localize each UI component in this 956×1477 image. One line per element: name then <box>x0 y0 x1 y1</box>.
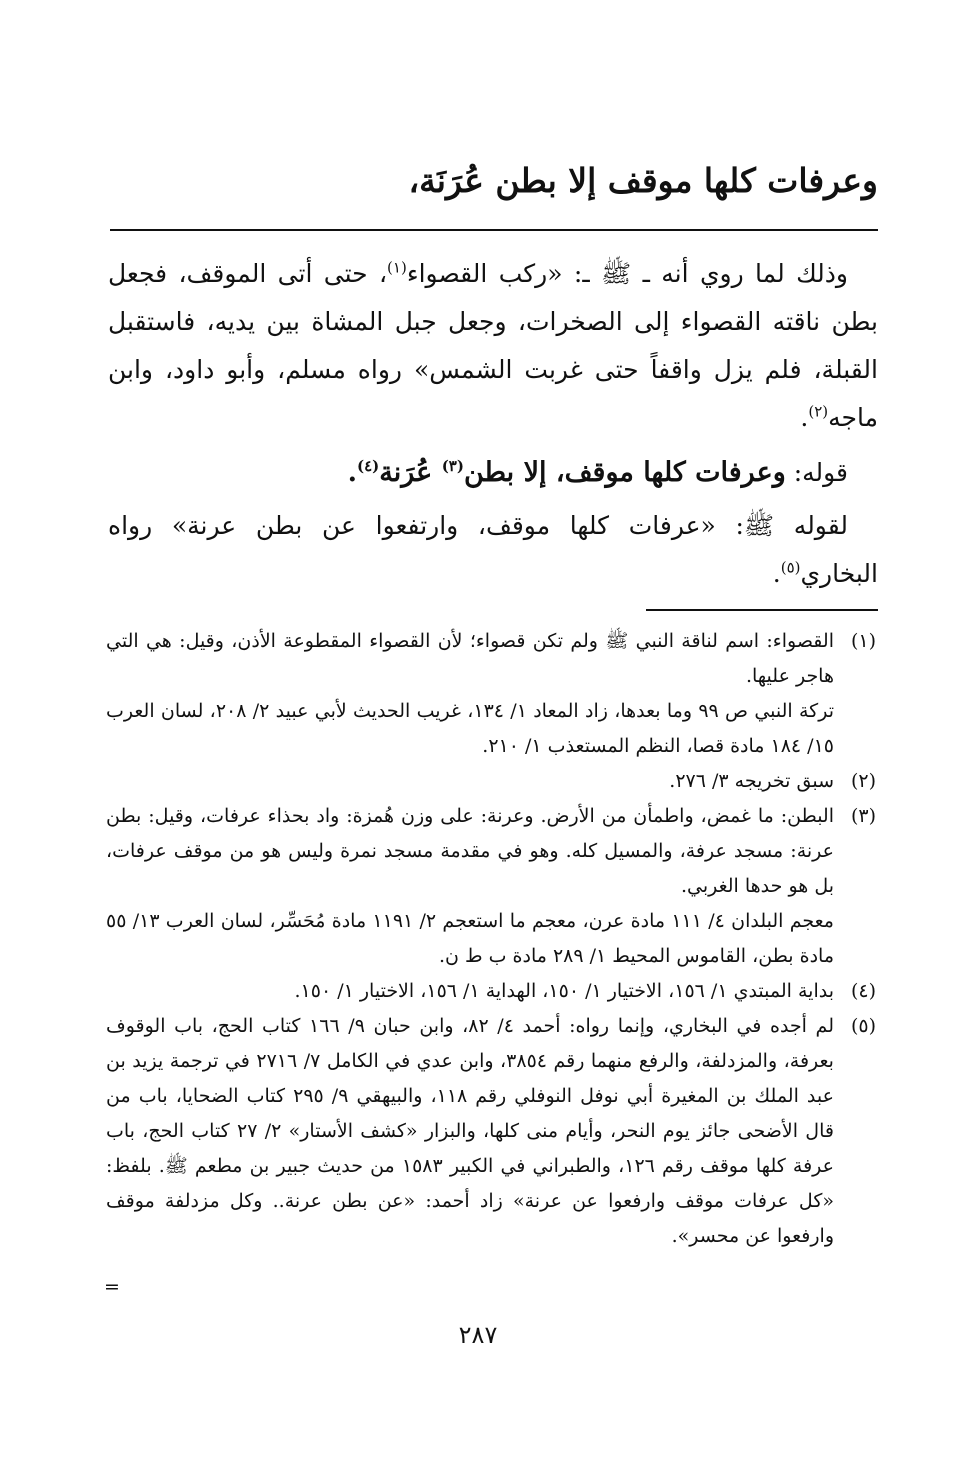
footnote-line: تركة النبي ص ٩٩ وما بعدها، زاد المعاد ١/ ١٣٤، غريب الحديث لأبي عبيد ٢/ ٢٠٨، لسان العرب ١٥/ ١٨٤ مادة قصا، النظم المستعذب ١/ ٢١٠. <box>106 700 834 757</box>
qawl-quote-text: عُرَنة <box>379 457 433 488</box>
footnote-body <box>106 974 834 1009</box>
footnote-line: بداية المبتدي ١/ ١٥٦، الاختيار ١/ ١٥٠، الهداية ١/ ١٥٦، الاختيار ١/ ١٥٠. <box>294 980 834 1002</box>
footnote-body <box>106 799 834 974</box>
footnote-ref-4[interactable]: (٤) <box>357 457 380 475</box>
qawl-end: . <box>347 457 357 488</box>
footnote-5 <box>106 1009 876 1254</box>
footnote-divider <box>646 609 878 611</box>
footnote-ref-5[interactable]: (٥) <box>780 558 801 577</box>
commentary-paragraph-1 <box>108 250 878 442</box>
qawl-label: قوله: <box>793 458 848 487</box>
footnote-line: سبق تخريجه ٣/ ٢٧٦. <box>669 770 834 792</box>
commentary-body <box>108 250 878 598</box>
paragraph-text: وذلك لما روي أنه ـ ﷺ ـ: «ركب القصواء <box>406 259 848 288</box>
qawl-quote <box>348 457 786 488</box>
footnote-body <box>106 624 834 764</box>
footnote-line: القصواء: اسم لناقة النبي ﷺ ولم تكن قصواء؛ لأن القصواء المقطوعة الأذن، وقيل: هي التي هاجر عليها. <box>106 630 834 687</box>
footnote-line: لم أجده في البخاري، وإنما رواه: أحمد ٤/ ٨٢، وابن حبان ٩/ ١٦٦ كتاب الحج، باب الوقوف بعرفة، والمزدلفة، والرفع منهما رقم ٣٨٥٤، وابن عدي في الكامل ٧/ ٢٧١٦ في ترجمة يزيد بن عبد الملك بن المغيرة أبي نوفل النوفلي رقم ١١٨، والبيهقي ٩/ ٢٩٥ كتاب الضحايا، باب من قال الأضحى جائز يوم النحر، وأيام منى كلها، والبزار «كشف الأستار» ٢/ ٢٧ كتاب الحج، باب عرفة كلها موقف رقم ١٢٦، والطبراني في الكبير ١٥٨٣ من حديث جبير بن مطعم ﷺ. بلفظ: «كل عرفات موقف وارفعوا عن عرنة» زاد أحمد: «عن بطن عرنة.. وكل مزدلفة موقف وارفعوا عن محسر». <box>106 1015 834 1247</box>
footnote-3 <box>106 799 876 974</box>
paragraph-text: ، حتى أتى الموقف، فجعل بطن ناقته القصواء إلى الصخرات، وجعل جبل المشاة بين يديه، فاستقبل القبلة، فلم يزل واقفاً حتى غربت الشمس» رواه مسلم، وأبو داود، وابن ماجه <box>108 259 878 432</box>
footnote-number: (١) <box>850 630 876 652</box>
matn-divider <box>110 229 878 231</box>
footnote-number: (٥) <box>850 1015 876 1037</box>
paragraph-end: . <box>800 403 809 432</box>
page-number: ٢٨٧ <box>458 1321 498 1349</box>
footnote-body <box>106 1009 834 1254</box>
footnotes <box>106 624 876 1254</box>
footnote-2 <box>106 764 876 799</box>
continuation-mark: = <box>104 1276 120 1298</box>
footnote-number: (٣) <box>850 805 876 827</box>
footnote-line: معجم البلدان ٤/ ١١١ مادة عرن، معجم ما استعجم ٢/ ١١٩١ مادة مُحَسِّر، لسان العرب ١٣/ ٥٥ مادة بطن، القاموس المحيط ١/ ٢٨٩ مادة ب ط ن. <box>106 910 834 967</box>
footnote-number: (٢) <box>850 770 876 792</box>
footnote-ref-2[interactable]: (٢) <box>808 402 829 421</box>
footnote-4 <box>106 974 876 1009</box>
footnote-body <box>106 764 834 799</box>
footnote-line: البطن: ما غمض، واطمأن من الأرض. وعرنة: على وزن هُمزة: واد بحذاء عرفات، وقيل: بطن عرنة: مسجد عرفة، والمسيل كله. وهو في مقدمة مسجد نمرة وليس هو من موقف عرفات، بل هو حدها الغربي. <box>106 805 834 897</box>
matn-heading: وعرفات كلها موقف إلا بطن عُرَنَة، <box>408 161 878 200</box>
footnote-ref-3[interactable]: (٣) <box>441 457 464 475</box>
paragraph-end: . <box>772 559 781 588</box>
footnote-ref-1[interactable]: (١) <box>387 258 407 277</box>
commentary-paragraph-3 <box>108 502 878 598</box>
qawl-paragraph <box>108 446 848 500</box>
footnote-1 <box>106 624 876 764</box>
footnote-number: (٤) <box>850 980 876 1002</box>
qawl-quote-text: وعرفات كلها موقف، إلا بطن <box>463 457 786 488</box>
paragraph-text: لقوله ﷺ: «عرفات كلها موقف، وارتفعوا عن بطن عرنة» رواه البخاري <box>108 511 878 588</box>
